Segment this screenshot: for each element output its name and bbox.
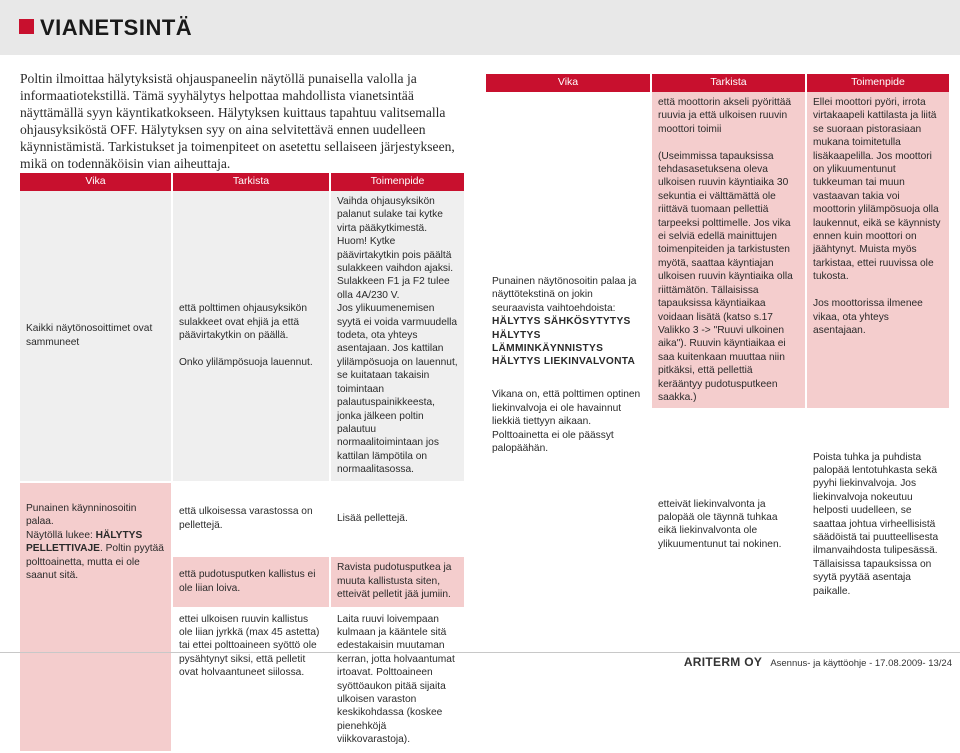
action-cell: Vaihda ohjausyksikön palanut sulake tai kytke virta pääkytkimestä. Huom! Kytke päävirtakytkin pois päältä sulakkeen vaihdon ajaksi. Sulakkeen F1 ja F2 tulee olla 4A/230 V. Jos ylikuumenemisen syytä ei voida varmuudella todeta, ota yhteys asentajaan. Jos kattilan ylilämpösuoja on lauennut, se kuitataan takaisin toimintaan palautuspainikkeesta, jonka jälkeen poltin palautuu normaalitoimintaan jos kattilan lämpötila on normaalitasossa. [330, 191, 464, 482]
check-cell: että ulkoisessa varastossa on pellettejä. [172, 482, 330, 556]
column-header-toimenpide: Toimenpide [330, 173, 464, 191]
check-cell: että moottorin akseli pyörittää ruuvia ja että ulkoisen ruuvin moottori toimii (Useimmissa tapauksissa tehdasasetuksena oleva ulkoisen ruuvin käyntiaika 30 sekuntia ei välttämättä ole riittävä tuomaan pellettiä tarpeeksi polttimelle. Jos vika ei selviä edellä mainittujen toimenpiteiden ja tarkistusten myötä, saattaa käyntiajan ulkoisen ruuvin käyntiaika olla riittämätön. Tällaisissa tapauksissa käyntiaikaa voidaan lisätä (katso s.17 Valikko 3 -> "Ruuvi ulkoinen aika"). Ruuvin käyntiaikaa ei saa kuitenkaan muuttaa niin pitkäksi, että pellettiä kerääntyy pudotusputkeen saakka.) [651, 92, 806, 409]
intro-paragraph: Poltin ilmoittaa hälytyksistä ohjauspaneelin näytöllä punaisella valolla ja informaatiotekstillä. Tämä syyhälytys helpottaa mahdollista vianetsintää näyttämällä syyn käyntikatkokseen. Hälytyksen kuittaus tapahtuu valitsemalla ohjausyksiköstä OFF. Hälytyksen syy on aina selvitettävä ennen uudelleen käynnistämistä. Tarkistukset ja toimenpiteet on asetettu sellaiseen järjestykseen, mikä on todennäköisin vian aiheuttaja. [20, 71, 455, 171]
fault-cell: Kaikki näytönosoittimet ovat sammuneet [20, 191, 172, 482]
column-header-vika: Vika [486, 74, 651, 92]
action-cell: Lisää pellettejä. [330, 482, 464, 556]
page-title: VIANETSINTÄ [40, 15, 193, 40]
table-row [20, 191, 464, 482]
footer-text: Asennus- ja käyttöohje - 17.08.2009- 13/24 [770, 658, 952, 669]
column-header-tarkista: Tarkista [651, 74, 806, 92]
action-cell: Poista tuhka ja puhdista palopää lentotuhkasta sekä pyyhi liekinvalvoja. Jos liekinvalvoja nokeutuu helposti uudelleen, se saattaa johtua virheellisistä säädöistä tai puutteellisesta ilmanvaihdosta tulipesässä. Tällaisissa tapauksissa on syytä pyytää asentaja paikalle. [806, 409, 949, 639]
fault-text: . Poltin pyytää polttoainetta, mutta ei ole saanut sitä. [26, 543, 164, 581]
troubleshooting-table-1 [20, 173, 464, 753]
check-cell: että pudotusputken kallistus ei ole liian loiva. [172, 556, 330, 608]
footer-brand: ARITERM OY [683, 655, 763, 669]
page-header [0, 0, 960, 55]
table-row [486, 92, 949, 409]
troubleshooting-table-2 [486, 74, 949, 640]
column-header-toimenpide: Toimenpide [806, 74, 949, 92]
fault-alarm-text: HÄLYTYS PELLETTIVAJE [26, 529, 143, 555]
fault-text: Punainen käynninosoitin palaa. Näytöllä lukee: [26, 502, 137, 541]
check-cell: ettei ulkoisen ruuvin kallistus ole liian jyrkkä (max 45 astetta) tai ettei polttoaineen syöttö ole pysähtynyt siksi, että pelletit ovat holvaantuneet siilossa. [172, 608, 330, 752]
fault-cell [20, 482, 172, 752]
check-cell: etteivät liekinvalvonta ja palopää ole täynnä tuhkaa eikä liekinvalvonta ole ylikuumentunut tai nokinen. [651, 409, 806, 639]
fault-text: Punainen näytönosoitin palaa ja näyttötekstinä on jokin seuraavista vaihtoehdoista: [492, 276, 637, 314]
header-accent-square [19, 19, 34, 34]
action-cell: Ravista pudotusputkea ja muuta kallistusta siten, etteivät pelletit jää jumiin. [330, 556, 464, 608]
column-header-tarkista: Tarkista [172, 173, 330, 191]
fault-alarm-list: HÄLYTYS SÄHKÖSYTYTYS HÄLYTYS LÄMMINKÄYNNISTYS HÄLYTYS LIEKINVALVONTA [492, 316, 636, 368]
footer-divider [0, 652, 960, 653]
page-footer [684, 655, 952, 669]
table-row [20, 482, 464, 556]
column-header-vika: Vika [20, 173, 172, 191]
action-cell: Laita ruuvi loivempaan kulmaan ja kääntele sitä edestakaisin muutaman kerran, jotta holvaantumat irtoavat. Polttoaineen syöttöaukon pitää sijaita ulkoisen varaston keskikohdassa (koskee pienehköjä viikkovarastoja). [330, 608, 464, 752]
fault-cell [486, 92, 651, 639]
action-cell: Ellei moottori pyöri, irrota virtakaapeli kattilasta ja liitä se suoraan pistorasiaan mukana toimitetulla lisäkaapelilla. Jos moottori on ylikuumentunut tukkeuman tai muun vastaavan takia voi moottorin ylilämpösuoja olla laukennut, eikä se käynnisty ennen kuin moottori on jäähtynyt. Muista myös tarkistaa, ettei ruuvissa ole tukosta. Jos moottorissa ilmenee vikaa, ota yhteys asentajaan. [806, 92, 949, 409]
fault-text: Vikana on, että polttimen optinen liekinvalvoja ei ole havainnut liekkiä tiettyyn aikaan. Polttoainetta ei ole päässyt palopäähän. [492, 389, 641, 454]
check-cell: että polttimen ohjausyksikön sulakkeet ovat ehjiä ja että päävirtakytkin on päällä. Onko ylilämpösuoja lauennut. [172, 191, 330, 482]
